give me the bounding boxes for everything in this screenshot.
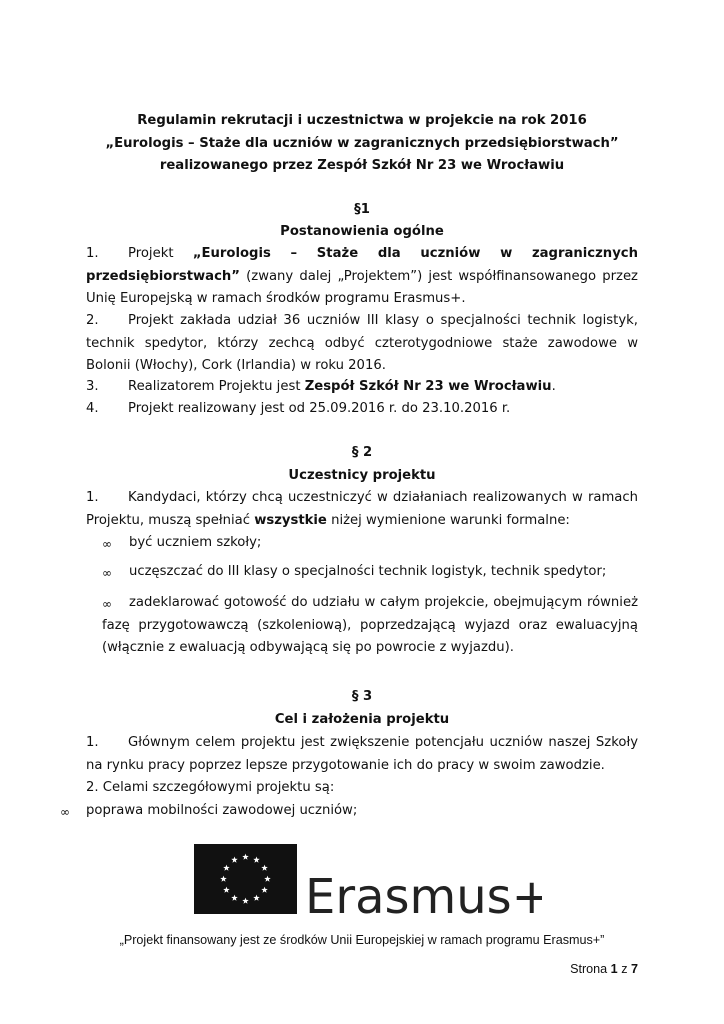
paragraph-text: Kandydaci, którzy chcą uczestniczyć w działaniach realizowanych w ramach Projektu, muszą spełniać xyxy=(86,490,638,528)
condition-item-2: uczęszczać do III klasy o specjalności technik logistyk, technik spedytor; xyxy=(129,564,607,579)
paragraph-text: niżej wymienione warunki formalne: xyxy=(331,512,570,528)
paragraph-text: Realizatorem Projektu jest xyxy=(128,379,301,394)
document-title-line-1: Regulamin rekrutacji i uczestnictwa w projekcie na rok 2016 xyxy=(137,113,587,128)
page-number xyxy=(570,962,638,976)
paragraph-text: Projekt zakłada udział 36 uczniów III klasy o specjalności technik logistyk, technik spedytor, którzy zechcą odbyć czterotygodniowe staże zawodowe w Bolonii (Włochy), Cork (Irlandia) w roku 2016. xyxy=(86,313,638,373)
paragraph-number: 1. xyxy=(86,246,99,261)
section-3-subheading: Cel i założenia projektu xyxy=(274,712,450,727)
paragraph-number: 3. xyxy=(86,379,99,394)
section-3-paragraph-2: 2. Celami szczegółowymi projektu są: xyxy=(86,780,335,795)
document-title-line-2: „Eurologis – Staże dla uczniów w zagranicznych przedsiębiorstwach” xyxy=(105,136,619,151)
paragraph-number: 2. xyxy=(86,313,99,328)
section-2-paragraph-1 xyxy=(86,487,638,532)
page-current: 1 xyxy=(610,962,618,976)
paragraph-number: 4. xyxy=(86,401,99,416)
paragraph-text: Projekt xyxy=(128,246,174,261)
paragraph-text: . xyxy=(551,379,556,394)
paragraph-number: 1. xyxy=(86,735,99,750)
project-name-bold: „Eurologis – Staże dla uczniów w zagranicznych przedsiębiorstwach” xyxy=(86,246,638,284)
objective-item-1: poprawa mobilności zawodowej uczniów; xyxy=(86,803,358,818)
erasmus-plus-logo xyxy=(192,844,542,926)
paragraph-text: Projekt realizowany jest od 25.09.2016 r. do 23.10.2016 r. xyxy=(128,401,511,416)
infinity-bullet-icon: ∞ xyxy=(102,597,112,611)
section-2-heading: § 2 xyxy=(351,445,373,460)
eu-flag-icon xyxy=(192,844,542,922)
condition-item-3: zadeklarować gotowość do udziału w całym projekcie, obejmującym również fazę przygotowawczą (szkoleniową), poprzedzającą wyjazd oraz ewaluacyjną (włącznie z ewaluacją odbywającą się po powrocie z wyjazdu). xyxy=(102,595,638,655)
infinity-bullet-icon: ∞ xyxy=(102,566,112,580)
infinity-bullet-icon: ∞ xyxy=(102,537,112,551)
paragraph-text: Głównym celem projektu jest zwiększenie potencjału uczniów naszej Szkoły na rynku pracy poprzez lepsze przygotowanie ich do pracy w swoim zawodzie. xyxy=(86,735,638,773)
condition-item-1: być uczniem szkoły; xyxy=(129,535,262,550)
section-1-paragraph-4 xyxy=(86,398,638,421)
section-1-paragraph-1 xyxy=(86,243,638,311)
document-title-line-3: realizowanego przez Zespół Szkół Nr 23 we Wrocławiu xyxy=(159,158,565,173)
paragraph-number: 1. xyxy=(86,490,99,505)
section-1-paragraph-2 xyxy=(86,310,638,378)
emphasis-bold: wszystkie xyxy=(254,512,327,528)
erasmus-plus-wordmark: Erasmus+ xyxy=(305,869,542,922)
section-3-heading: § 3 xyxy=(351,689,373,704)
school-name-bold: Zespół Szkół Nr 23 we Wrocławiu xyxy=(304,379,552,394)
section-1-paragraph-3 xyxy=(86,376,638,399)
page-label: Strona xyxy=(570,962,608,976)
page-total: 7 xyxy=(630,962,638,976)
funding-note: „Projekt finansowany jest ze środków Unii Europejskiej w ramach programu Erasmus+” xyxy=(119,933,605,947)
section-2-subheading: Uczestnicy projektu xyxy=(288,468,436,483)
section-1-subheading: Postanowienia ogólne xyxy=(280,224,444,239)
section-1-heading: §1 xyxy=(354,202,370,217)
infinity-bullet-icon: ∞ xyxy=(60,805,70,819)
page-separator: z xyxy=(621,962,628,976)
paragraph-text: (zwany dalej „Projektem”) jest współfinansowanego przez Unię Europejską w ramach środków programu Erasmus+. xyxy=(86,268,638,306)
section-3-paragraph-1 xyxy=(86,732,638,777)
